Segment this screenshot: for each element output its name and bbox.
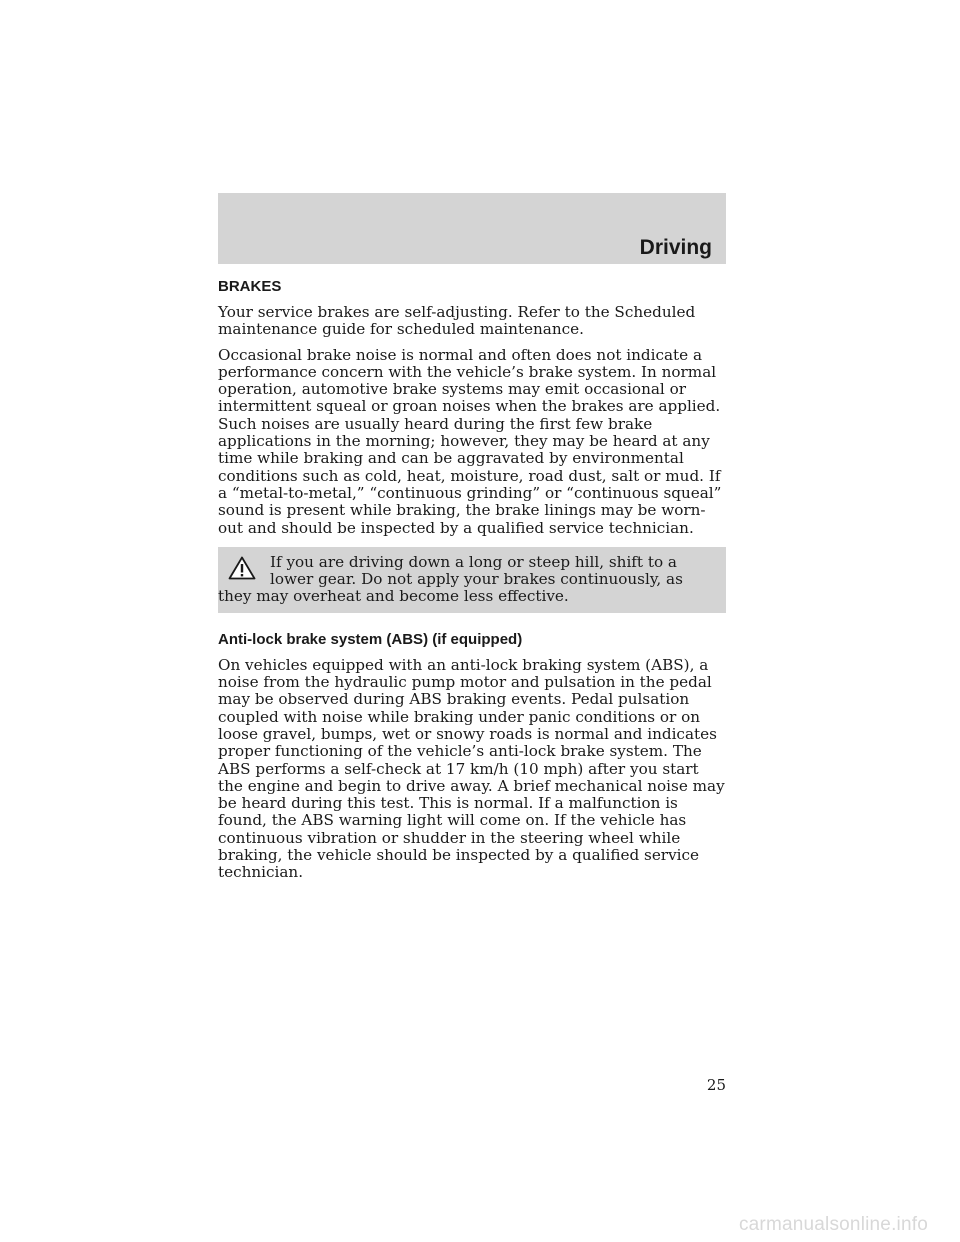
warning-triangle-icon xyxy=(228,556,256,580)
page-number: 25 xyxy=(706,1076,726,1094)
abs-paragraph-1: On vehicles equipped with an anti-lock braking system (ABS), a noise from the hydraulic pump motor and pulsation in the pedal may be observed during ABS braking events. Pedal pulsation coupled with noise while braking under panic conditions or on loose gravel, bumps, wet or snowy roads is normal and indicates proper functioning of the vehicle’s anti-lock brake system. The ABS performs a self-check at 17 km/h (10 mph) after you start the engine and begin to drive away. A brief mechanical noise may be heard during this test. This is normal. If a malfunction is found, the ABS warning light will come on. If the vehicle has continuous vibration or shudder in the steering wheel while braking, the vehicle should be inspected by a qualified service technician. xyxy=(218,655,725,882)
brakes-paragraph-2: Occasional brake noise is normal and often does not indicate a performance concern with the vehicle’s brake system. In normal operation, automotive brake systems may emit occasional or intermittent squeal or groan noises when the brakes are applied. Such noises are usually heard during the first few brake applications in the morning; however, they may be heard at any time while braking and can be aggravated by environmental conditions such as cold, heat, moisture, road dust, salt or mud. If a “metal-to-metal,” “continuous grinding” or “continuous squeal” sound is present while braking, the brake linings may be worn-out and should be inspected by a qualified service technician. xyxy=(218,345,722,537)
watermark: carmanualsonline.info xyxy=(738,1214,928,1235)
warning-box xyxy=(218,547,726,613)
page-content xyxy=(218,278,726,890)
chapter-title: Driving xyxy=(639,236,712,259)
abs-heading: Anti-lock brake system (ABS) (if equipped) xyxy=(218,630,523,648)
chapter-header xyxy=(218,193,726,264)
brakes-paragraph-1: Your service brakes are self-adjusting. Refer to the Scheduled maintenance guide for scheduled maintenance. xyxy=(218,303,696,339)
brakes-heading: BRAKES xyxy=(218,278,282,295)
warning-text: If you are driving down a long or steep hill, shift to a lower gear. Do not apply your brakes continuously, as they may overheat and become less effective. xyxy=(218,552,683,606)
